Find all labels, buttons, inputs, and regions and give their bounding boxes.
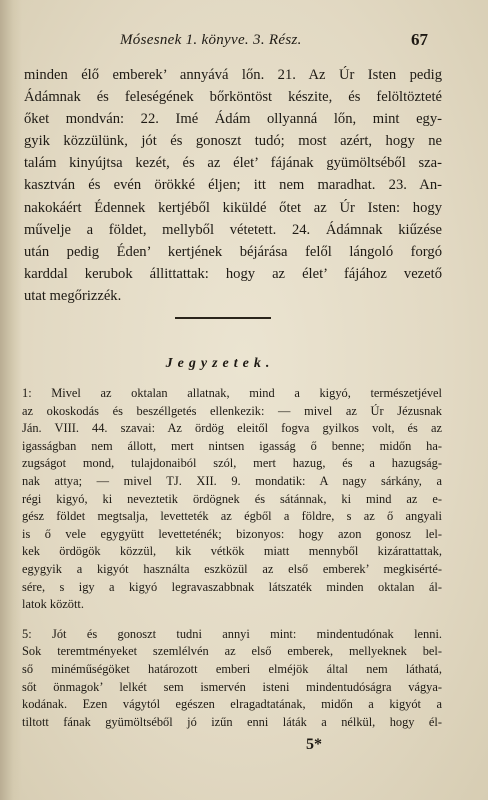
- note-line: latok között.: [22, 597, 84, 612]
- note-line: sőt önmagok’ lelkét sem ismervén isteni mindentudóságra vágya-: [22, 679, 442, 694]
- section-divider: [175, 317, 271, 319]
- running-title: Mósesnek 1. könyve. 3. Rész.: [120, 32, 302, 48]
- note-line: tiltott fának gyümöltséből jó izűn enni láták a nélkül, hogy él-: [22, 714, 442, 729]
- text-line: gyik közzülünk, jót és gonoszt tudó; most azért, hogy ne: [24, 133, 442, 150]
- note-line: 5: Jót és gonoszt tudni annyi mint: mindentudónak lenni.: [22, 626, 442, 641]
- notes-section: [22, 385, 442, 731]
- text-line: talám kinyújtsa kezét, és az élet’ fájának gyümöltséből sza-: [24, 155, 442, 172]
- note-line: nak attya; — mivel TJ. XII. 9. mondatik: A nagy sárkány, a: [22, 473, 442, 488]
- text-line: művelje a földet, mellyből vétetett. 24. Ádámnak kiűzése: [24, 221, 442, 238]
- text-line: kasztván és evén örökké éljen; itt nem maradhat. 23. An-: [24, 177, 442, 194]
- text-line: Ádámnak és feleségének bőrköntöst készite, és felöltözteté: [24, 89, 442, 106]
- note-line: kek ördögök közzül, kik vétkök miatt mennyből kizárattattak,: [22, 544, 442, 559]
- text-line: nakokáért Édennek kertjéből kiküldé őtet az Úr Isten: hogy: [24, 199, 442, 216]
- notes-heading: Jegyzetek.: [165, 356, 275, 371]
- text-line: után pedig Éden’ kertjének béjárása felől lángoló forgó: [24, 243, 442, 260]
- note-line: is ő vele egygyütt levetteténék; bizonyos: hogy azon gonosz lel-: [22, 526, 442, 541]
- note-line: zugságot mond, tulajdonaiból szól, mert hazug, és a hazugság-: [22, 456, 442, 471]
- note-line: régi kigyó, ki neveztetik ördögnek és sátánnak, ki mind az e-: [22, 491, 442, 506]
- binding-gutter: [0, 0, 22, 800]
- page-number: 67: [411, 30, 428, 49]
- signature-mark: 5*: [306, 736, 322, 753]
- note-line: 1: Mivel az oktalan allatnak, mind a kigyó, természetjével: [22, 386, 442, 400]
- text-line: utat megőrizzék.: [24, 287, 122, 304]
- text-line: őket mondván: 22. Imé Ádám ollyanná lőn, mint egy-: [24, 111, 442, 128]
- text-line: karddal kerubok állittattak: hogy az élet’ fájához vezető: [24, 265, 442, 282]
- text-line: minden élő emberek’ annyává lőn. 21. Az Úr Isten pedig: [24, 67, 442, 83]
- note-line: az okoskodás és beszéllgetés ellenkezik: — mivel az Úr Jézusnak: [22, 403, 442, 418]
- note-gap: [22, 614, 442, 626]
- note-line: gész földet megtsalja, levetteték az égből a földre, s az ő angyali: [22, 509, 442, 524]
- note-line: Sok teremtményeket szemlélvén az első emberek, mellyeknek bel-: [22, 644, 442, 659]
- note-line: egygyik a kigyót használta eszközül az első emberek’ megkisérté-: [22, 561, 442, 576]
- note-line: sére, s igy a kigyó legravaszabbnak látszaték minden oktalan ál-: [22, 579, 442, 594]
- note-line: kodának. Ezen vágytól egészen elragadtatának, midőn a kigyót a: [22, 697, 442, 712]
- main-text: [24, 64, 442, 307]
- page-header: [40, 30, 428, 56]
- note-line: Ján. VIII. 44. szavai: Az ördög eleitől fogva gyilkos volt, és az: [22, 421, 442, 436]
- note-line: ső minéműségöket határozott emberi elméjök által nem láthatá,: [22, 661, 442, 676]
- note-line: igasságban nem állott, mert nintsen igasság ő benne; midőn ha-: [22, 438, 442, 453]
